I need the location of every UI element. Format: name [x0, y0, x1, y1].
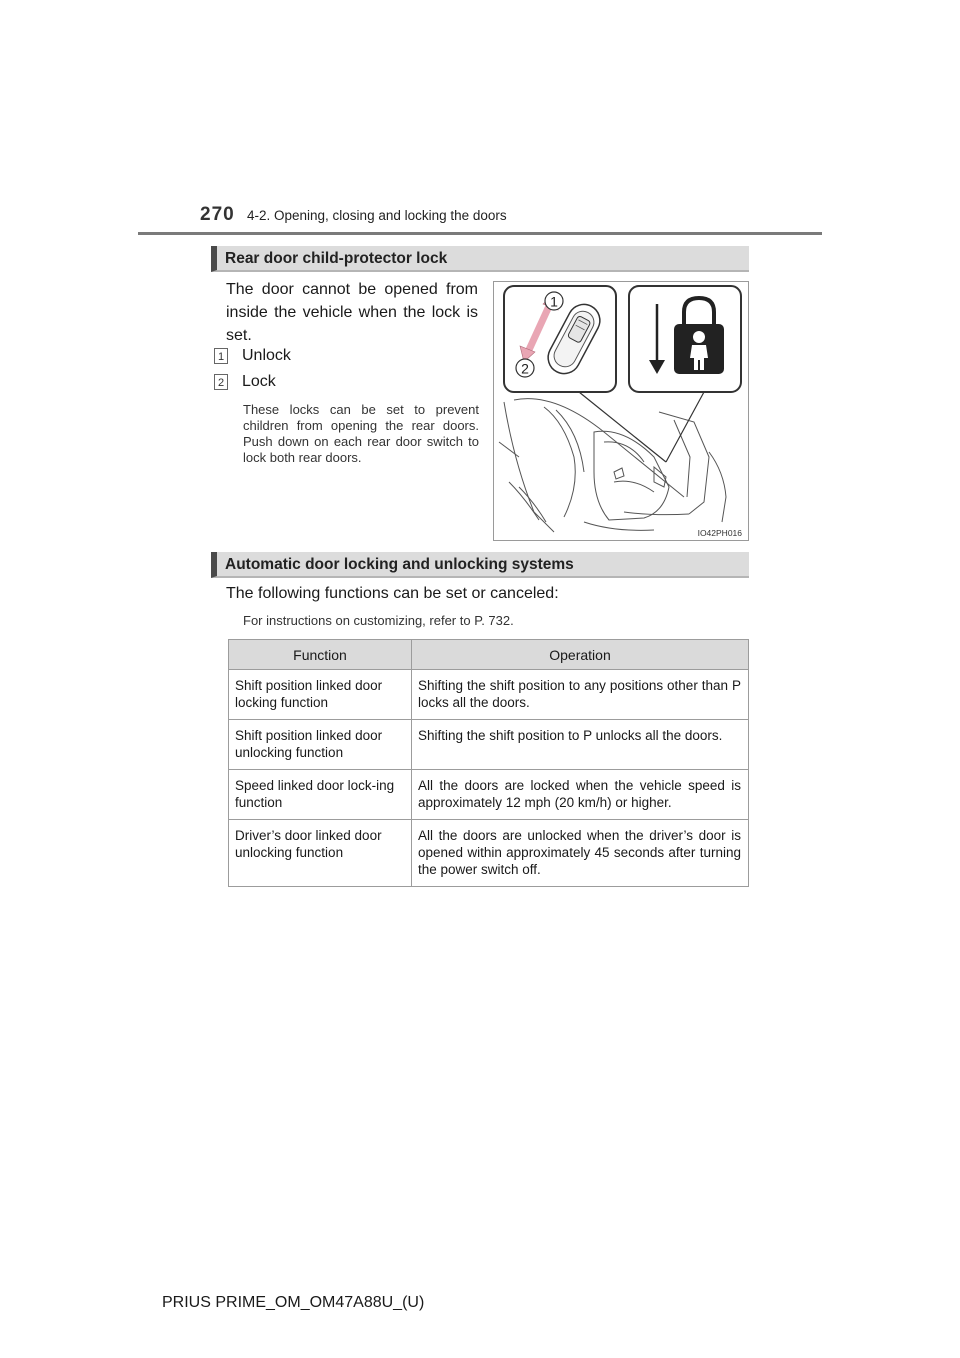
- function-table: [228, 639, 749, 887]
- table-header-row: [229, 640, 749, 670]
- column-header-operation: Operation: [412, 640, 749, 670]
- operation-cell: All the doors are unlocked when the driver’s door is opened within approximately 45 seconds after turning the power switch off.: [412, 820, 749, 887]
- table-row: [229, 720, 749, 770]
- callout-2-text: 2: [521, 360, 529, 377]
- child-lock-heading-text: Rear door child-protector lock: [225, 250, 448, 267]
- operation-cell: Shifting the shift position to P unlocks all the doors.: [412, 720, 749, 770]
- door-illustration-svg: [494, 282, 749, 541]
- auto-lock-section-heading: [211, 552, 749, 578]
- figure-code: IO42PH016: [697, 528, 742, 538]
- callout-1-text: 1: [550, 293, 558, 310]
- page-number: 270: [200, 204, 235, 225]
- child-lock-illustration: [493, 281, 749, 541]
- auto-lock-heading-text: Automatic door locking and unlocking systems: [225, 556, 574, 573]
- model-code-footer: PRIUS PRIME_OM_OM47A88U_(U): [162, 1294, 425, 1311]
- auto-lock-sub-instruction: For instructions on customizing, refer to P. 732.: [243, 613, 514, 628]
- operation-cell: All the doors are locked when the vehicle speed is approximately 12 mph (20 km/h) or higher.: [412, 770, 749, 820]
- child-lock-section-heading: [211, 246, 749, 272]
- item-label: Lock: [242, 373, 276, 390]
- function-cell: Shift position linked door locking function: [229, 670, 412, 720]
- item-number-badge: 1: [214, 348, 228, 364]
- table-row: [229, 770, 749, 820]
- table-row: [229, 670, 749, 720]
- function-cell: Shift position linked door unlocking function: [229, 720, 412, 770]
- column-header-function: Function: [229, 640, 412, 670]
- table-row: [229, 820, 749, 887]
- child-lock-note: These locks can be set to prevent children from opening the rear doors. Push down on each rear door switch to lock both rear doors.: [243, 402, 479, 465]
- item-number-badge: 2: [214, 374, 228, 390]
- child-lock-intro: The door cannot be opened from inside the vehicle when the lock is set.: [226, 281, 478, 344]
- lock-switch-detail-inset: [504, 286, 616, 392]
- chapter-title: 4-2. Opening, closing and locking the doors: [247, 208, 507, 223]
- item-label: Unlock: [242, 347, 291, 364]
- auto-lock-instruction: The following functions can be set or canceled:: [226, 585, 559, 602]
- operation-cell: Shifting the shift position to any positions other than P locks all the doors.: [412, 670, 749, 720]
- child-lock-symbol-inset: [629, 286, 741, 392]
- header-divider: [138, 232, 822, 235]
- function-cell: Speed linked door lock-ing function: [229, 770, 412, 820]
- function-cell: Driver’s door linked door unlocking function: [229, 820, 412, 887]
